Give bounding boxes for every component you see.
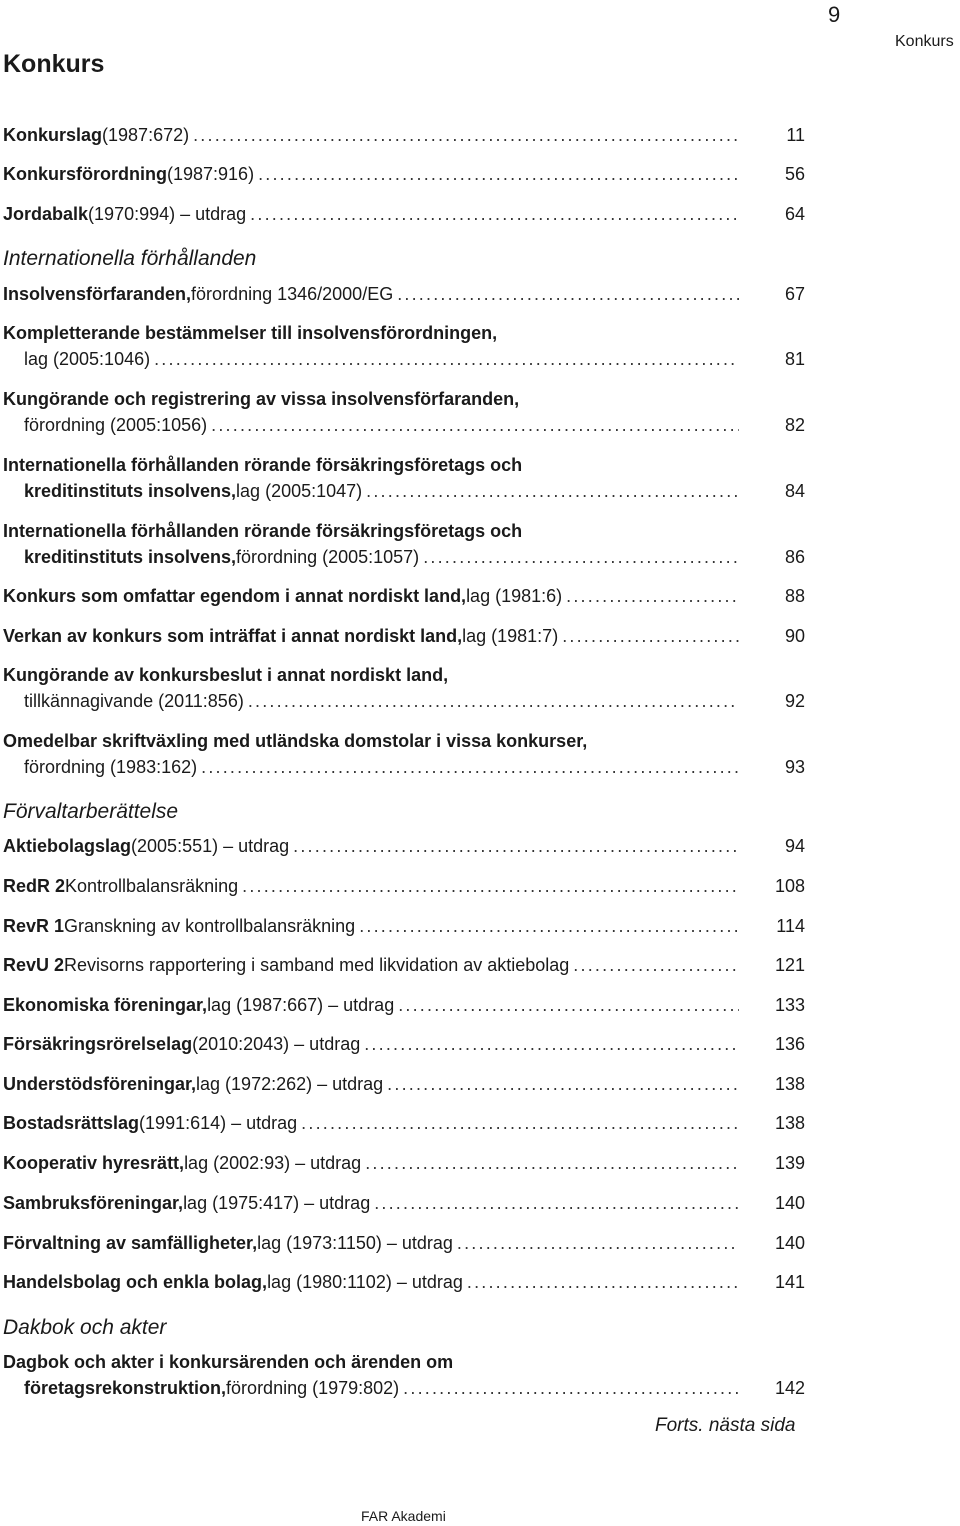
entry-bold: Handelsbolag och enkla bolag, [3,1272,268,1292]
page-ref: 92 [784,691,805,711]
standard-code: RevU 2 [3,955,65,975]
dot-leader [193,122,739,148]
entry-rest: (1987:916) [167,164,255,184]
entry-rest: (1987:672) [102,125,190,145]
entry-line2-bold: företagsrekonstruktion, [24,1378,227,1398]
entry-rest: Granskning av kontrollbalansräkning [64,916,356,936]
section-heading: Dakbok och akter [3,1316,167,1339]
toc-entry [3,452,805,504]
toc-entry [3,1031,805,1057]
entry-rest: lag (1987:667) – utdrag [207,995,395,1015]
toc-entry [3,952,805,978]
entry-rest: Kontrollbalansräkning [65,876,239,896]
dot-leader [201,754,739,780]
page-ref: 64 [784,204,805,224]
entry-rest: (1970:994) – utdrag [88,204,247,224]
page-ref: 133 [774,995,805,1015]
toc-entry [3,1150,805,1176]
entry-rest: lag (1973:1150) – utdrag [257,1233,453,1253]
toc-entry [3,122,805,148]
entry-rest: (1991:614) – utdrag [139,1113,298,1133]
dot-leader [423,544,739,570]
entry-rest: lag (1980:1102) – utdrag [267,1272,463,1292]
entry-line2-bold: kreditinstituts insolvens, [24,481,237,501]
entry-line2: förordning (1979:802) [226,1378,400,1398]
toc-entry [3,662,805,714]
entry-bold: Ekonomiska föreningar, [3,995,208,1015]
dot-leader [566,583,739,609]
section-heading: Internationella förhållanden [3,247,257,270]
entry-rest: (2005:551) – utdrag [131,836,290,856]
toc-entry [3,386,805,438]
entry-line2: lag (2005:1047) [236,481,363,501]
toc-entry [3,913,805,939]
page-ref: 67 [784,284,805,304]
entry-bold: Konkurslag [3,125,103,145]
entry-bold: Kompletterande bestämmelser till insolvensförordningen, [3,323,498,343]
dot-leader [248,688,739,714]
dot-leader [398,992,739,1018]
entry-bold: Understödsföreningar, [3,1074,197,1094]
page-ref: 93 [784,757,805,777]
entry-rest: lag (1975:417) – utdrag [183,1193,371,1213]
page-ref: 82 [784,415,805,435]
dot-leader [403,1375,739,1401]
page-ref: 84 [784,481,805,501]
standard-code: RevR 1 [3,916,65,936]
page-ref: 138 [774,1113,805,1133]
publisher-footer: FAR Akademi [361,1508,446,1524]
entry-bold: Dagbok och akter i konkursärenden och ärenden om [3,1352,454,1372]
entry-bold: Jordabalk [3,204,89,224]
toc-entry [3,1230,805,1256]
toc-entry [3,201,805,227]
entry-bold: Kungörande och registrering av vissa insolvensförfaranden, [3,389,520,409]
entry-bold: Konkurs som omfattar egendom i annat nordiskt land, [3,586,467,606]
section-heading: Förvaltarberättelse [3,800,179,823]
dot-leader [467,1269,739,1295]
dot-leader [562,623,739,649]
dot-leader [573,952,739,978]
entry-bold: Konkursförordning [3,164,167,184]
entry-bold: Bostadsrättslag [3,1113,140,1133]
entry-rest: Revisorns rapportering i samband med likvidation av aktiebolag [64,955,570,975]
toc-entry [3,1110,805,1136]
page-ref: 81 [784,349,805,369]
entry-bold: Förvaltning av samfälligheter, [3,1233,258,1253]
page-ref: 56 [784,164,805,184]
dot-leader [366,478,739,504]
running-head: Konkurs [895,33,954,50]
entry-rest: (2010:2043) – utdrag [192,1034,361,1054]
standard-code: RedR 2 [3,876,66,896]
dot-leader [397,281,739,307]
toc-entry [3,583,805,609]
dot-leader [154,346,739,372]
entry-bold: Sambruksföreningar, [3,1193,184,1213]
entry-bold: Internationella förhållanden rörande försäkringsföretags och [3,521,523,541]
toc-entry [3,833,805,859]
page-ref: 90 [784,626,805,646]
page-ref: 140 [774,1193,805,1213]
toc-entry [3,161,805,187]
page-ref: 139 [774,1153,805,1173]
dot-leader [293,833,739,859]
entry-bold: Verkan av konkurs som inträffat i annat nordiskt land, [3,626,463,646]
page-ref: 94 [784,836,805,856]
toc-entry [3,320,805,372]
page-ref: 138 [774,1074,805,1094]
entry-rest: lag (2002:93) – utdrag [184,1153,362,1173]
page-ref: 141 [774,1272,805,1292]
entry-line2: lag (2005:1046) [24,349,151,369]
dot-leader [387,1071,739,1097]
entry-bold: Internationella förhållanden rörande försäkringsföretags och [3,455,523,475]
toc-entry [3,873,805,899]
entry-bold: Försäkringsrörelselag [3,1034,193,1054]
dot-leader [250,201,739,227]
entry-line2: förordning (1983:162) [24,757,198,777]
page-ref: 136 [774,1034,805,1054]
page-ref: 88 [784,586,805,606]
page-number: 9 [828,2,841,27]
entry-line2-bold: kreditinstituts insolvens, [24,547,237,567]
entry-bold: Insolvensförfaranden, [3,284,192,304]
toc-entry [3,623,805,649]
entry-rest: lag (1981:6) [466,586,563,606]
entry-line2: tillkännagivande (2011:856) [24,691,244,711]
entry-bold: Kungörande av konkursbeslut i annat nordiskt land, [3,665,449,685]
entry-bold: Kooperativ hyresrätt, [3,1153,185,1173]
dot-leader [359,913,739,939]
toc-entry [3,1190,805,1216]
dot-leader [364,1031,739,1057]
toc-entry [3,1349,805,1401]
page-ref: 140 [774,1233,805,1253]
continued-note: Forts. nästa sida [655,1415,796,1436]
toc-entry [3,728,805,780]
dot-leader [365,1150,739,1176]
entry-line2: förordning (2005:1057) [236,547,420,567]
page-ref: 142 [774,1378,805,1398]
dot-leader [374,1190,739,1216]
toc-entry [3,1269,805,1295]
dot-leader [457,1230,739,1256]
page-ref: 11 [786,125,805,145]
toc-entry [3,518,805,570]
dot-leader [211,412,739,438]
entry-rest: lag (1981:7) [462,626,559,646]
dot-leader [242,873,739,899]
toc-entry [3,992,805,1018]
page-ref: 86 [784,547,805,567]
entry-bold: Aktiebolagslag [3,836,132,856]
dot-leader [258,161,739,187]
entry-rest: lag (1972:262) – utdrag [196,1074,384,1094]
entry-line2: förordning (2005:1056) [24,415,208,435]
page-title: Konkurs [3,50,105,78]
page-ref: 114 [776,916,805,936]
dot-leader [301,1110,739,1136]
page-ref: 121 [774,955,805,975]
toc-entry [3,1071,805,1097]
toc-entry [3,281,805,307]
page-ref: 108 [774,876,805,896]
entry-bold: Omedelbar skriftväxling med utländska domstolar i vissa konkurser, [3,731,588,751]
entry-rest: förordning 1346/2000/EG [191,284,394,304]
